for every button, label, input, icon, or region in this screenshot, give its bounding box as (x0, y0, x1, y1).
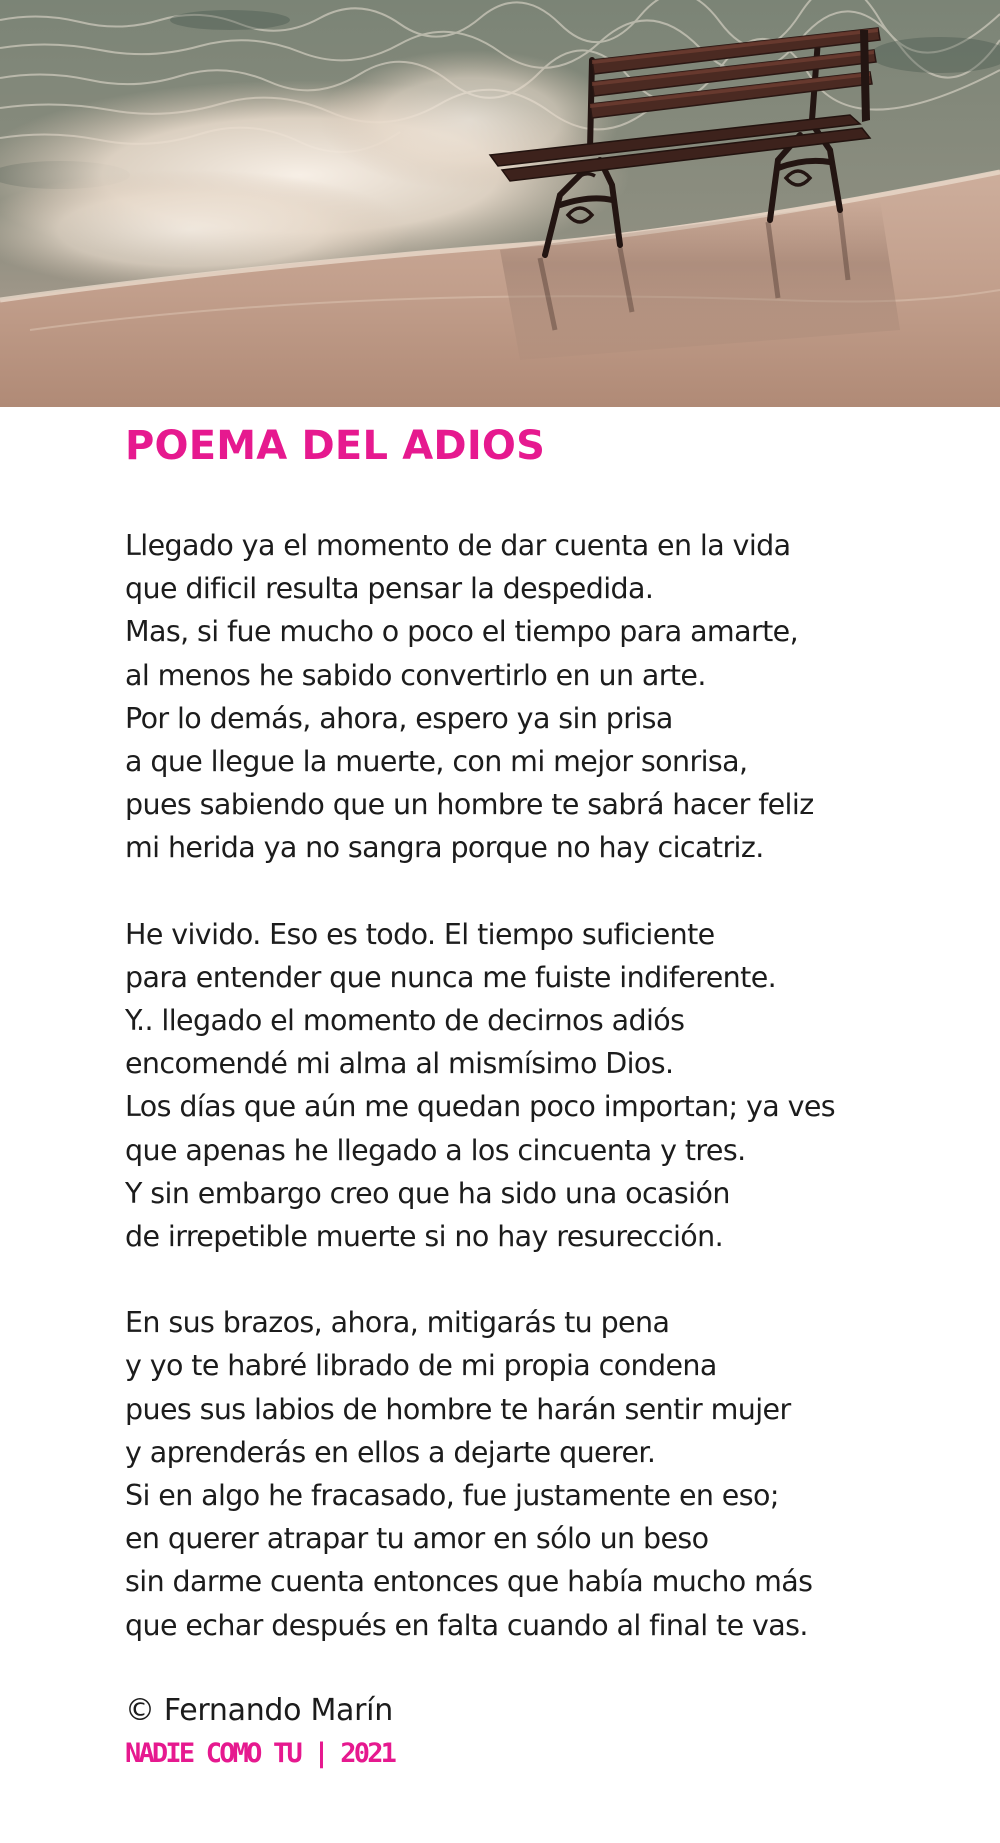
poem-line: Los días que aún me quedan poco importan; ya ves (125, 1090, 836, 1124)
collection-footer: NADIE COMO TU | 2021 (125, 1737, 395, 1769)
poem-line: Por lo demás, ahora, espero ya sin prisa (125, 701, 673, 735)
poem-line: al menos he sabido convertirlo en un arte. (125, 658, 706, 692)
poem-line: pues sabiendo que un hombre te sabrá hacer feliz (125, 788, 814, 822)
poem-page (125, 420, 975, 1774)
stanza-1 (125, 524, 975, 870)
poem-line: En sus brazos, ahora, mitigarás tu pena (125, 1306, 670, 1340)
poem-line: He vivido. Eso es todo. El tiempo suficiente (125, 917, 715, 951)
bench-by-sea-illustration (0, 0, 1000, 407)
stanza-3 (125, 1301, 975, 1647)
poem-line: Mas, si fue mucho o poco el tiempo para amarte, (125, 615, 799, 649)
poem-line: Y sin embargo creo que ha sido una ocasión (125, 1176, 730, 1210)
poem-line: pues sus labios de hombre te harán sentir mujer (125, 1392, 791, 1426)
poem-line: Si en algo he fracasado, fue justamente en eso; (125, 1479, 779, 1513)
poem-line: a que llegue la muerte, con mi mejor sonrisa, (125, 745, 748, 779)
poem-line: encomendé mi alma al mismísimo Dios. (125, 1047, 674, 1081)
author-credit: © Fernando Marín (125, 1692, 393, 1728)
header-photo (0, 0, 1000, 407)
poem-line: sin darme cuenta entonces que había mucho más (125, 1565, 813, 1599)
poem-line: que echar después en falta cuando al final te vas. (125, 1608, 808, 1642)
stanza-2 (125, 913, 975, 1259)
poem-line: Y.. llegado el momento de decirnos adiós (125, 1004, 685, 1038)
poem-line: y aprenderás en ellos a dejarte querer. (125, 1435, 656, 1469)
poem-title: POEMA DEL ADIOS (125, 423, 546, 469)
poem-line: mi herida ya no sangra porque no hay cicatriz. (125, 831, 764, 865)
poem-line: que apenas he llegado a los cincuenta y tres. (125, 1133, 746, 1167)
poem-line: de irrepetible muerte si no hay resurección. (125, 1220, 724, 1254)
poem-line: que dificil resulta pensar la despedida. (125, 572, 654, 606)
poem-line: en querer atrapar tu amor en sólo un beso (125, 1522, 709, 1556)
poem-line: y yo te habré librado de mi propia condena (125, 1349, 717, 1383)
poem-line: para entender que nunca me fuiste indiferente. (125, 960, 777, 994)
poem-line: Llegado ya el momento de dar cuenta en la vida (125, 529, 791, 562)
